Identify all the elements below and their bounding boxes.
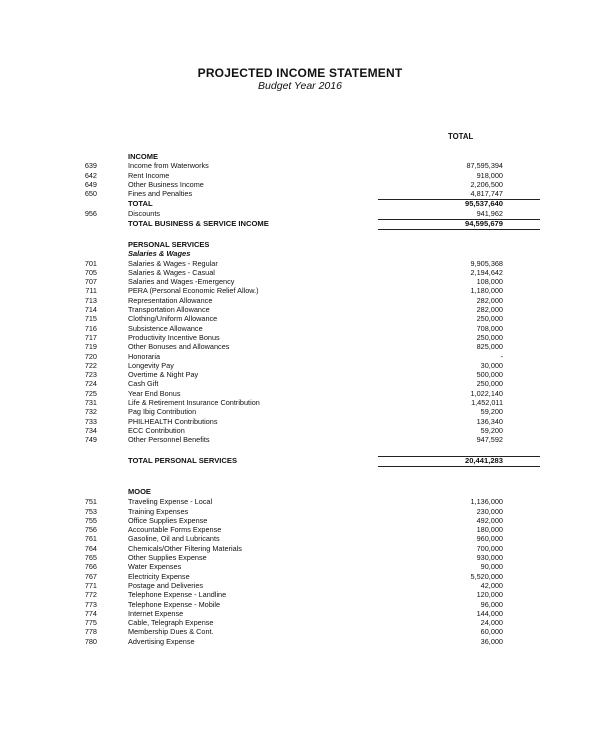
line-item-code: 713: [84, 295, 97, 305]
line-item-code: 731: [84, 398, 97, 408]
line-item-label: Chemicals/Other Filtering Materials: [128, 543, 242, 553]
line-item-value: 24,000: [480, 618, 503, 628]
line-item-row: [0, 286, 600, 295]
line-item-value: 59,200: [480, 407, 503, 417]
personal-items: [0, 259, 600, 445]
line-item-value: 930,000: [476, 553, 503, 563]
line-item-code: 733: [84, 416, 97, 426]
discount-label: Discounts: [128, 208, 161, 218]
mooe-section: [0, 487, 600, 646]
line-item-label: Other Business Income: [128, 179, 204, 189]
line-item-label: Productivity Incentive Bonus: [128, 332, 220, 342]
line-item-label: Salaries and Wages -Emergency: [128, 277, 235, 287]
income-grand-total-row: [0, 219, 600, 228]
line-item-label: PHILHEALTH Contributions: [128, 416, 218, 426]
line-item-row: [0, 572, 600, 581]
line-item-code: 715: [84, 314, 97, 324]
line-item-label: Life & Retirement Insurance Contribution: [128, 398, 260, 408]
personal-services-section: [0, 240, 600, 445]
line-item-value: 90,000: [480, 562, 503, 572]
line-item-label: Training Expenses: [128, 506, 189, 516]
line-item-code: 717: [84, 332, 97, 342]
line-item-label: Cable, Telegraph Expense: [128, 618, 214, 628]
line-item-code: 711: [85, 286, 97, 296]
line-item-label: Electricity Expense: [128, 571, 190, 581]
line-item-value: 282,000: [476, 295, 503, 305]
line-item-label: Subsistence Allowance: [128, 323, 203, 333]
salaries-subheading: Salaries & Wages: [128, 249, 191, 259]
line-item-code: 775: [84, 618, 97, 628]
line-item-value: 2,206,500: [470, 179, 503, 189]
line-item-code: 714: [84, 305, 97, 315]
line-item-label: Honoraria: [128, 351, 161, 361]
line-item-row: [0, 389, 600, 398]
line-item-value: 1,136,000: [470, 497, 503, 507]
mooe-heading-row: [0, 487, 600, 496]
line-item-label: Telephone Expense - Landline: [128, 590, 227, 600]
line-item-label: Pag Ibig Contribution: [128, 407, 197, 417]
income-section: [0, 152, 600, 228]
line-item-label: Gasoline, Oil and Lubricants: [128, 534, 220, 544]
line-item-code: 753: [84, 506, 97, 516]
line-item-label: ECC Contribution: [128, 425, 185, 435]
line-item-label: PERA (Personal Economic Relief Allow.): [128, 286, 259, 296]
line-item-label: Other Supplies Expense: [128, 553, 207, 563]
line-item-code: 767: [84, 571, 97, 581]
line-item-row: [0, 581, 600, 590]
line-item-code: 649: [84, 179, 97, 189]
line-item-label: Longevity Pay: [128, 360, 174, 370]
personal-total-label: TOTAL PERSONAL SERVICES: [128, 456, 238, 465]
line-item-value: 250,000: [476, 332, 503, 342]
mooe-heading: MOOE: [128, 487, 151, 496]
line-item-value: 9,905,368: [470, 258, 503, 268]
line-item-row: [0, 268, 600, 277]
line-item-code: 751: [84, 497, 97, 507]
line-item-value: 500,000: [476, 370, 503, 380]
line-item-code: 723: [84, 370, 97, 380]
line-item-code: 716: [84, 323, 97, 333]
line-item-label: Other Bonuses and Allowances: [128, 342, 230, 352]
income-heading: INCOME: [128, 152, 158, 161]
line-item-row: [0, 426, 600, 435]
line-item-value: -: [500, 351, 503, 361]
line-item-value: 120,000: [476, 590, 503, 600]
line-item-label: Water Expenses: [128, 562, 182, 572]
line-item-value: 918,000: [476, 170, 503, 180]
line-item-row: [0, 507, 600, 516]
line-item-row: [0, 361, 600, 370]
line-item-label: Membership Dues & Cont.: [128, 627, 214, 637]
line-item-value: 1,022,140: [470, 388, 503, 398]
line-item-row: [0, 562, 600, 571]
line-item-value: 108,000: [476, 277, 503, 287]
line-item-code: 778: [84, 627, 97, 637]
personal-heading: PERSONAL SERVICES: [128, 240, 210, 249]
line-item-label: Fines and Penalties: [128, 189, 193, 199]
income-total-row: [0, 199, 600, 208]
line-item-label: Postage and Deliveries: [128, 580, 204, 590]
line-item-code: 764: [84, 543, 97, 553]
personal-total-row: [0, 456, 600, 465]
line-item-row: [0, 352, 600, 361]
line-item-code: 756: [84, 525, 97, 535]
line-item-label: Traveling Expense - Local: [128, 497, 213, 507]
personal-heading-row: [0, 240, 600, 249]
grand-total-label: TOTAL BUSINESS & SERVICE INCOME: [128, 219, 269, 229]
line-item-code: 780: [84, 636, 97, 646]
line-item-row: [0, 259, 600, 268]
line-item-value: 825,000: [476, 342, 503, 352]
income-heading-row: [0, 152, 600, 161]
income-total-value: 95,537,640: [464, 199, 503, 209]
mooe-items: [0, 497, 600, 646]
line-item-value: 60,000: [480, 627, 503, 637]
line-item-row: [0, 407, 600, 416]
income-items: [0, 161, 600, 198]
line-item-code: 732: [84, 407, 97, 417]
line-item-label: Internet Expense: [128, 608, 184, 618]
line-item-row: [0, 497, 600, 506]
grand-total-underline: [378, 229, 540, 230]
line-item-value: 30,000: [480, 360, 503, 370]
line-item-row: [0, 525, 600, 534]
line-item-label: Telephone Expense - Mobile: [128, 599, 221, 609]
line-item-label: Salaries & Wages - Casual: [128, 267, 215, 277]
line-item-row: [0, 161, 600, 170]
line-item-code: 771: [84, 580, 97, 590]
line-item-row: [0, 600, 600, 609]
line-item-value: 250,000: [476, 314, 503, 324]
total-column-header: TOTAL: [448, 132, 474, 141]
line-item-row: [0, 189, 600, 198]
personal-total-underline: [378, 466, 540, 467]
line-item-code: 772: [84, 590, 97, 600]
line-item-row: [0, 342, 600, 351]
line-item-code: 724: [84, 379, 97, 389]
line-item-code: 722: [84, 360, 97, 370]
line-item-value: 250,000: [476, 379, 503, 389]
line-item-code: 755: [84, 515, 97, 525]
line-item-row: [0, 370, 600, 379]
personal-total-value: 20,441,283: [464, 456, 503, 465]
line-item-label: Other Personnel Benefits: [128, 435, 210, 445]
discount-value: 941,962: [476, 208, 503, 218]
line-item-label: Year End Bonus: [128, 388, 181, 398]
line-item-row: [0, 534, 600, 543]
line-item-value: 2,194,642: [470, 267, 503, 277]
line-item-code: 707: [84, 277, 97, 287]
line-item-row: [0, 618, 600, 627]
line-item-value: 5,520,000: [470, 571, 503, 581]
line-item-row: [0, 609, 600, 618]
line-item-value: 36,000: [480, 636, 503, 646]
discount-code: 956: [84, 208, 97, 218]
line-item-label: Overtime & Night Pay: [128, 370, 199, 380]
line-item-row: [0, 171, 600, 180]
line-item-code: 705: [84, 267, 97, 277]
line-item-row: [0, 435, 600, 444]
line-item-value: 87,595,394: [466, 161, 503, 171]
line-item-label: Accountable Forms Expense: [128, 525, 222, 535]
line-item-row: [0, 553, 600, 562]
line-item-code: 774: [84, 608, 97, 618]
line-item-row: [0, 277, 600, 286]
line-item-value: 42,000: [480, 580, 503, 590]
line-item-value: 59,200: [480, 425, 503, 435]
line-item-label: Advertising Expense: [128, 636, 195, 646]
line-item-value: 1,180,000: [470, 286, 503, 296]
line-item-value: 708,000: [476, 323, 503, 333]
line-item-row: [0, 296, 600, 305]
line-item-code: 719: [84, 342, 97, 352]
statement-title: PROJECTED INCOME STATEMENT: [197, 66, 403, 80]
line-item-value: 700,000: [476, 543, 503, 553]
salaries-subheading-row: [0, 249, 600, 258]
line-item-value: 180,000: [476, 525, 503, 535]
line-item-row: [0, 305, 600, 314]
line-item-code: 725: [84, 388, 97, 398]
personal-total-section: [0, 456, 600, 465]
line-item-code: 734: [84, 425, 97, 435]
line-item-label: Clothing/Uniform Allowance: [128, 314, 218, 324]
line-item-value: 282,000: [476, 305, 503, 315]
line-item-code: 761: [84, 534, 97, 544]
line-item-label: Office Supplies Expense: [128, 515, 208, 525]
line-item-value: 1,452,011: [471, 398, 503, 408]
line-item-label: Salaries & Wages - Regular: [128, 258, 218, 268]
line-item-row: [0, 590, 600, 599]
line-item-code: 773: [84, 599, 97, 609]
line-item-code: 720: [84, 351, 97, 361]
discount-row: [0, 209, 600, 218]
line-item-value: 947,592: [476, 435, 503, 445]
line-item-row: [0, 627, 600, 636]
grand-total-value: 94,595,679: [464, 219, 503, 229]
line-item-value: 492,000: [476, 515, 503, 525]
line-item-row: [0, 417, 600, 426]
income-total-label: TOTAL: [128, 199, 153, 209]
line-item-code: 650: [84, 189, 97, 199]
line-item-code: 701: [84, 258, 97, 268]
line-item-value: 96,000: [480, 599, 503, 609]
line-item-row: [0, 637, 600, 646]
line-item-code: 639: [84, 161, 97, 171]
line-item-row: [0, 324, 600, 333]
statement-subtitle: Budget Year 2016: [258, 80, 342, 92]
line-item-label: Rent Income: [128, 170, 170, 180]
line-item-value: 4,817,747: [470, 189, 503, 199]
line-item-code: 642: [84, 170, 97, 180]
line-item-code: 749: [84, 435, 97, 445]
line-item-label: Transportation Allowance: [128, 305, 210, 315]
line-item-value: 960,000: [476, 534, 503, 544]
line-item-row: [0, 379, 600, 388]
line-item-row: [0, 333, 600, 342]
line-item-row: [0, 314, 600, 323]
line-item-code: 765: [84, 553, 97, 563]
line-item-value: 144,000: [476, 608, 503, 618]
line-item-row: [0, 516, 600, 525]
line-item-label: Cash Gift: [128, 379, 159, 389]
line-item-label: Income from Waterworks: [128, 161, 209, 171]
line-item-value: 136,340: [476, 416, 503, 426]
line-item-value: 230,000: [476, 506, 503, 516]
line-item-code: 766: [84, 562, 97, 572]
line-item-row: [0, 398, 600, 407]
line-item-label: Representation Allowance: [128, 295, 213, 305]
line-item-row: [0, 544, 600, 553]
line-item-row: [0, 180, 600, 189]
